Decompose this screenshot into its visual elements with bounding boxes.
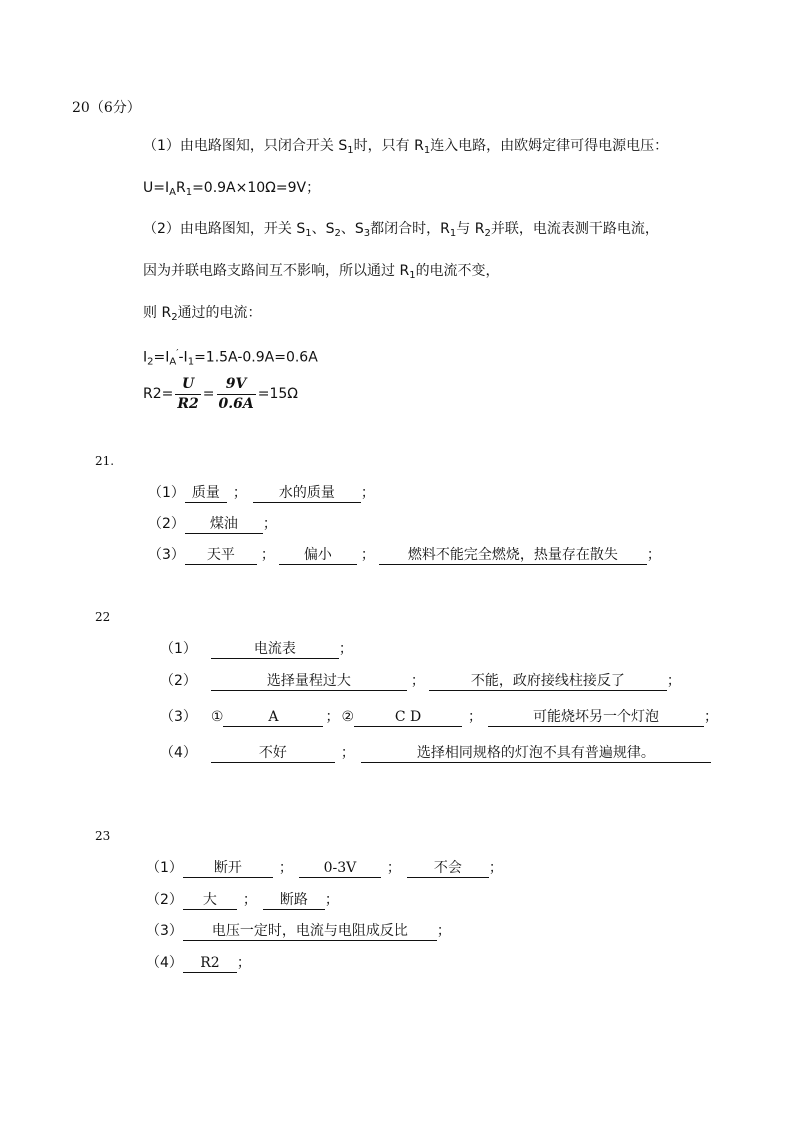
q23-row-3: （3） 电压一定时，电流与电阻成反比 ；: [146, 923, 451, 939]
fraction-u-over-r2: $\frac{U}{R2}$: [177, 375, 199, 412]
q21-header: 21.: [95, 454, 115, 468]
q20-part1-text: （1）由电路图知，只闭合开关 $S_1$时，只有 $R_1$连入电路，由欧姆定律可得电源电压：: [143, 138, 669, 156]
q20-parallel-text: 因为并联电路支路间互不影响，所以通过 $R_1$的电流不变，: [143, 263, 500, 281]
q22-row-3: （3） ① A ； ② C D ； 可能烧坏另一个灯泡 ；: [160, 709, 719, 725]
q22-row-1: （1） 电流表 ；: [160, 641, 353, 657]
q20-r2-current-text: 则 $R_2$通过的电流：: [143, 305, 262, 323]
fraction-9v-over-06a: $\frac{9V}{0.6A}$: [218, 375, 254, 412]
q23-row-2: （2） 大 ； 断路 ；: [146, 892, 339, 908]
q21-row-2: （2） 煤油 ；: [148, 516, 277, 532]
q22-row-2: （2） 选择量程过大 ； 不能，政府接线柱接反了 ；: [160, 673, 681, 689]
q23-row-1: （1） 断开 ； 0-3V ； 不会 ；: [146, 860, 503, 876]
q21-row-1: （1） 质量 ； 水的质量 ；: [148, 485, 375, 501]
q20-equation-current: $I_2=I_A'-I_1=1.5A-0.9A=0.6A$: [143, 348, 318, 368]
q22-row-4: （4） 不好 ； 选择相同规格的灯泡不具有普遍规律。: [160, 743, 711, 763]
q20-header: 20（6分）: [72, 100, 141, 116]
q23-header: 23: [95, 829, 111, 843]
q21-row-3: （3） 天平 ； 偏小 ； 燃料不能完全燃烧，热量存在散失 ；: [148, 547, 661, 563]
q20-equation-voltage: $U=I_AR_1=0.9A\times 10\Omega=9V$；: [143, 180, 321, 198]
q23-row-4: （4） R2 ；: [146, 955, 251, 971]
q20-equation-resistance: R2= $\frac{U}{R2}$ = $\frac{9V}{0.6A}$ =15Ω: [143, 375, 298, 412]
q20-part2-text: （2）由电路图知，开关 $S_1$、$S_2$、$S_3$都闭合时，$R_1$与 $R_2$并联，电流表测干路电流，: [143, 221, 659, 239]
q22-header: 22: [95, 610, 111, 624]
